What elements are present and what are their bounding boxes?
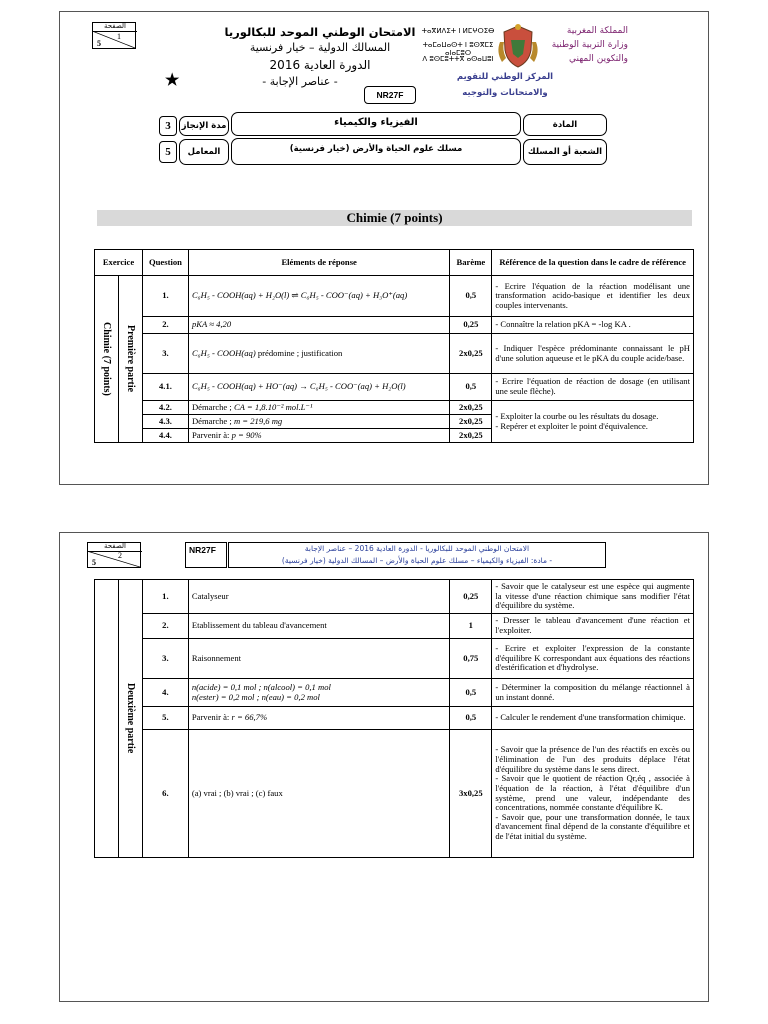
reference-cell: - Indiquer l'espèce prédominante connaissant le pH d'une solution aqueuse et le pKA du couple acide/base. xyxy=(492,334,694,374)
page-label: الصفحة xyxy=(88,542,142,552)
score-cell: 0,5 xyxy=(450,276,492,317)
exercise-label: Chimie (7 points) xyxy=(101,322,113,396)
exercise-cell xyxy=(95,580,119,858)
center-name-line-2: والامتحانات والتوجيه xyxy=(462,88,548,98)
part1-label: Première partie xyxy=(125,325,137,393)
answer-text: Démarche ; xyxy=(191,415,232,426)
question-number: 2. xyxy=(142,614,188,639)
answer-formula: C₆H₅ - COOH(aq) xyxy=(191,347,256,358)
answer-formula: r = 66,7% xyxy=(231,712,268,723)
exam-code: NR27F xyxy=(364,86,416,104)
page-label: الصفحة xyxy=(93,22,137,32)
page2-banner-line-1: الامتحان الوطني الموحد للبكالوريا - الدورة العادية 2016 – عناصر الإجابة xyxy=(228,542,606,555)
header-reference: Référence de la question dans le cadre de référence xyxy=(492,250,694,276)
answer-formula: CA = 1,8.10⁻² mol.L⁻¹ xyxy=(233,401,313,412)
part1-cell xyxy=(118,276,142,443)
question-number: 4.2. xyxy=(142,401,188,415)
score-cell: 0,5 xyxy=(450,374,492,401)
table-row xyxy=(95,730,694,858)
question-number: 5. xyxy=(142,707,188,730)
answer-line: n(ester) = 0,2 mol ; n(eau) = 0,2 mol xyxy=(191,691,320,702)
table-row xyxy=(95,614,694,639)
answer-text: prédomine ; justification xyxy=(257,347,343,358)
answer-page-2 xyxy=(59,532,709,1002)
kingdom-name: المملكة المغربية xyxy=(566,26,628,36)
reference-cell: - Ecrire l'équation de réaction de dosage (en utilisant une seule flèche). xyxy=(492,374,694,401)
score-cell: 0,25 xyxy=(450,580,492,614)
table-row xyxy=(95,639,694,679)
question-number: 4. xyxy=(142,679,188,707)
part2-table xyxy=(94,579,694,858)
header-answer: Eléments de réponse xyxy=(188,250,449,276)
reference-cell: - Déterminer la composition du mélange réactionnel à un instant donné. xyxy=(492,679,694,707)
answer-cell xyxy=(188,401,449,415)
exam-code: NR27F xyxy=(185,542,227,568)
star-icon: ★ xyxy=(165,72,180,89)
reference-cell: - Dresser le tableau d'avancement d'une réaction et l'exploiter. xyxy=(492,614,694,639)
score-cell: 0,5 xyxy=(450,707,492,730)
table-row xyxy=(95,580,694,614)
reference-cell: - Savoir que la présence de l'un des réactifs en excès ou l'élimination de l'un des produits déplace l'état d'équilibre du système dans le sens direct. - Savoir que le quotient de réaction Qr,éq , associée à l'équation de la réaction, à l'état d'équilibre d'un système, prend une valeur, indépendante des concentrations, nommée constante d'équilibre K. - Savoir que, pour une transformation donnée, le taux d'avancement final dépend de la constante d'équilibre et de l'état initial du système. xyxy=(492,730,694,858)
part1-table xyxy=(94,249,694,443)
page-total: 5 xyxy=(92,558,96,567)
score-cell: 2x0,25 xyxy=(450,334,492,374)
reference-cell: - Ecrire et exploiter l'expression de la constante d'équilibre K correspondant aux équations des réactions d'estérification et d'hydrolyse. xyxy=(492,639,694,679)
question-number: 3. xyxy=(142,334,188,374)
score-cell: 0,25 xyxy=(450,317,492,334)
header-question: Question xyxy=(142,250,188,276)
subject-label: المادة xyxy=(523,114,607,136)
answer-cell: Catalyseur xyxy=(188,580,450,614)
score-cell: 2x0,25 xyxy=(450,429,492,443)
table-row xyxy=(95,374,694,401)
score-cell: 3x0,25 xyxy=(450,730,492,858)
part2-cell xyxy=(118,580,142,858)
reference-cell: - Ecrire l'équation de la réaction modélisant une transformation acido-basique et identifier les deux couples intervenants. xyxy=(492,276,694,317)
reference-cell: - Calculer le rendement d'une transformation chimique. xyxy=(492,707,694,730)
answer-cell: pKA ≈ 4,20 xyxy=(188,317,449,334)
answer-cell xyxy=(188,707,450,730)
score-cell: 1 xyxy=(450,614,492,639)
exercise-cell xyxy=(95,276,119,443)
tifinagh-line-2: ⵜⴰⵎⴰⵡⴰⵙⵜ ⵏ ⵓⵙⴳⵎⵉ ⴰⵏⴰⵎⵓⵔ xyxy=(422,41,494,57)
question-number: 4.3. xyxy=(142,415,188,429)
page-number: 1 xyxy=(117,32,121,41)
answer-text: Démarche ; xyxy=(191,401,232,412)
question-number: 1. xyxy=(142,580,188,614)
answer-formula: p = 90% xyxy=(231,429,262,440)
score-cell: 0,75 xyxy=(450,639,492,679)
answer-cell xyxy=(188,679,450,707)
duration-value: 3 xyxy=(159,116,177,136)
page-number: 2 xyxy=(118,551,122,560)
tifinagh-line-1: ⵜⴰⴳⵍⴷⵉⵜ ⵏ ⵍⵎⵖⵔⵉⴱ xyxy=(421,27,495,35)
reference-cell: - Savoir que le catalyseur est une espèce qui augmente la vitesse d'une réaction chimique sans modifier l'état d'équilibre du système. xyxy=(492,580,694,614)
answer-cell xyxy=(188,334,449,374)
subject-value: الفيزياء والكيمياء xyxy=(231,112,521,136)
coef-value: 5 xyxy=(159,141,177,163)
answer-cell: C₆H₅ - COOH(aq) + H₂O(l) ⇌ C₆H₅ - COO⁻(aq) + H₃O⁺(aq) xyxy=(188,276,449,317)
answer-cell: (a) vrai ; (b) vrai ; (c) faux xyxy=(188,730,450,858)
answer-text: Parvenir à: xyxy=(191,712,230,723)
exam-session: الدورة العادية 2016 xyxy=(269,58,371,72)
question-number: 4.4. xyxy=(142,429,188,443)
table-row xyxy=(95,334,694,374)
part2-label: Deuxième partie xyxy=(125,683,137,754)
coef-label: المعامل xyxy=(179,139,229,165)
answer-cell: Etablissement du tableau d'avancement xyxy=(188,614,450,639)
question-number: 2. xyxy=(142,317,188,334)
exam-title: الامتحان الوطني الموحد للبكالوريا xyxy=(224,25,416,39)
table-row xyxy=(95,276,694,317)
table-row xyxy=(95,401,694,415)
page-total: 5 xyxy=(97,39,101,48)
answer-text: Parvenir à: xyxy=(191,429,230,440)
score-cell: 2x0,25 xyxy=(450,415,492,429)
question-number: 4.1. xyxy=(142,374,188,401)
table-row xyxy=(95,679,694,707)
score-cell: 2x0,25 xyxy=(450,401,492,415)
answer-cell: Raisonnement xyxy=(188,639,450,679)
ministry-line-2: والتكوين المهني xyxy=(569,54,628,64)
ministry-line-1: وزارة التربية الوطنية xyxy=(551,40,628,50)
page-number-box xyxy=(87,542,141,568)
branch-label: الشعبة أو المسلك xyxy=(523,139,607,165)
answer-elements-label: - عناصر الإجابة - xyxy=(262,75,338,88)
section-title: Chimie (7 points) xyxy=(97,210,692,226)
page-number-box xyxy=(92,22,136,49)
page2-banner-line-2: - مادة: الفيزياء والكيمياء – مسلك علوم الحياة والأرض – المسالك الدولية (خيار فرنسية) xyxy=(228,555,606,568)
score-cell: 0,5 xyxy=(450,679,492,707)
duration-label: مدة الإنجاز xyxy=(179,116,229,136)
question-number: 1. xyxy=(142,276,188,317)
shared-reference-cell: - Exploiter la courbe ou les résultats du dosage. - Repérer et exploiter le point d'équivalence. xyxy=(492,401,694,443)
question-number: 6. xyxy=(142,730,188,858)
answer-page-1 xyxy=(59,11,709,485)
answer-line: n(acide) = 0,1 mol ; n(alcool) = 0,1 mol xyxy=(191,681,331,692)
center-name-line-1: المركز الوطني للتقويم xyxy=(456,72,554,82)
table-row xyxy=(95,707,694,730)
reference-cell: - Connaître la relation pKA = -log KA . xyxy=(492,317,694,334)
tifinagh-line-3: ⴷ ⵓⵙⵎⵓⵜⵜⴳ ⴰⵙⴰⵡⵓⵏ xyxy=(422,55,494,63)
header-row xyxy=(95,250,694,276)
table-row xyxy=(95,317,694,334)
question-number: 3. xyxy=(142,639,188,679)
answer-formula: m = 219,6 mg xyxy=(233,415,283,426)
answer-cell: C₆H₅ - COOH(aq) + HO⁻(aq) → C₆H₅ - COO⁻(aq) + H₂O(l) xyxy=(188,374,449,401)
header-score: Barème xyxy=(450,250,492,276)
exam-tracks: المسالك الدولية – خيار فرنسية xyxy=(249,41,391,54)
answer-cell xyxy=(188,415,449,429)
header-exercise: Exercice xyxy=(95,250,143,276)
answer-cell xyxy=(188,429,449,443)
branch-value: مسلك علوم الحياة والأرض (خيار فرنسية) xyxy=(231,138,521,165)
